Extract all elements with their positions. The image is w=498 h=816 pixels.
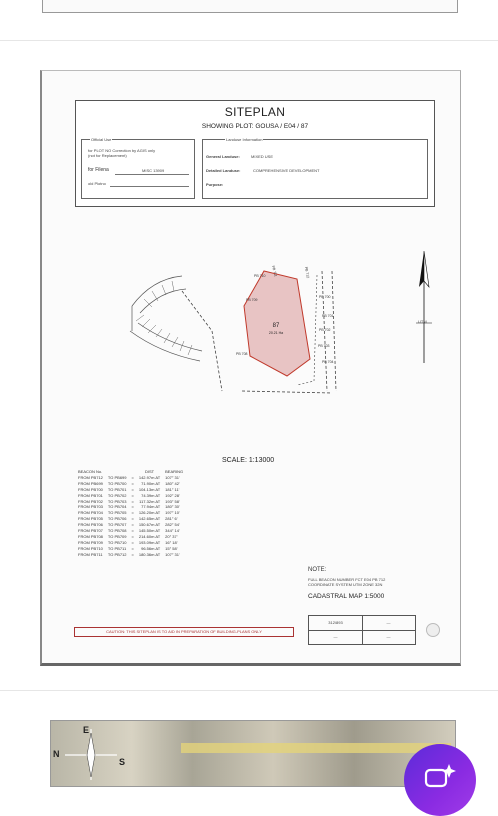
beacon-cell: = (131, 528, 134, 534)
note-line1: FULL BEACON NUMBER FCT E04 PB 712 (308, 577, 386, 582)
beacon-cell: = (131, 522, 134, 528)
official-use-header: Official Use (91, 137, 112, 142)
cadastral-grid (308, 615, 416, 645)
beacon-cell: FROM PB699 (78, 480, 103, 486)
boundary-dashed (332, 271, 336, 391)
grid-divider (309, 630, 415, 631)
beacon-cell: TO PB708 (107, 528, 127, 534)
beacon-cell: = (131, 504, 134, 510)
note-heading: NOTE: (308, 567, 327, 573)
for-filing-line (115, 174, 189, 175)
official-use-line2: (not for Replacement) (88, 153, 127, 158)
beacon-cell: 20° 37' (165, 533, 178, 539)
compass-n-label: N (53, 749, 60, 759)
beacon-cell: = (131, 539, 134, 545)
landuse-info-header: Landuse Information (226, 137, 263, 142)
beacon-cell: TO PB705 (107, 510, 127, 516)
beacon-label: PB 708 (236, 352, 248, 356)
beacon-row (78, 534, 188, 540)
beacon-cell: = (131, 480, 134, 486)
beacon-table (78, 469, 188, 558)
boundary-dashed (242, 391, 332, 393)
beacon-cell: 181° 11' (165, 486, 180, 492)
beacon-row (78, 487, 188, 493)
siteplan-subtitle: SHOWING PLOT: GOUSA / E04 / 87 (201, 123, 309, 130)
beacon-cell: FROM PB701 (78, 492, 103, 498)
beacon-cell: FROM PB707 (78, 528, 103, 534)
road-edge (140, 289, 186, 313)
beacon-cell: FROM PB710 (78, 545, 103, 551)
beacon-cell: = (131, 545, 134, 551)
beacon-cell: 71.90m AT (141, 480, 161, 486)
siteplan-title: SITEPLAN (224, 105, 286, 119)
beacon-label: PB 709 (246, 298, 258, 302)
detailed-landuse-label: Detailed Landuse: (206, 168, 241, 173)
compass-e-label: E (83, 725, 90, 735)
beacon-cell: 214.60m AT (138, 533, 161, 539)
beacon-cell: FROM PB702 (78, 498, 103, 504)
beacon-cell: 180° 30' (165, 504, 180, 510)
north-arrow-head (419, 251, 424, 287)
for-filing-label: for Filena (88, 167, 109, 173)
seal-icon (426, 623, 440, 637)
ai-sparkle-button[interactable] (404, 744, 476, 816)
beacon-cell: TO PB699 (107, 474, 127, 480)
beacon-row (78, 552, 188, 558)
beacon-cell: TO PB704 (107, 504, 127, 510)
beacon-label: PB 710 (254, 274, 266, 278)
cadastral-cell: — (386, 634, 391, 639)
beacon-label: PB 711 (271, 265, 278, 278)
beacon-cell: 117.32m AT (139, 498, 161, 504)
beacon-row (78, 493, 188, 499)
beacon-row (78, 475, 188, 481)
beacon-row (78, 481, 188, 487)
beacon-cell: 142.97m AT (138, 474, 161, 480)
landuse-info-box (202, 139, 428, 199)
note-line2: COORDINATE SYSTEM UTM ZONE 32N (308, 582, 383, 587)
beacon-cell: 126.20m AT (138, 510, 161, 516)
beacon-cell: 107° 31' (165, 474, 180, 480)
cadastral-cell: 312/893 (328, 620, 343, 625)
beacon-cell: TO PB703 (107, 498, 127, 504)
cadastral-title: CADASTRAL MAP 1:5000 (308, 593, 385, 600)
beacon-row (78, 540, 188, 546)
beacon-cell: 15° 58' (165, 545, 178, 551)
site-drawing (122, 261, 352, 401)
beacon-cell: = (131, 486, 134, 492)
old-plot-label: old Plotno (88, 181, 106, 186)
siteplan-page (40, 70, 461, 666)
beacon-cell: TO PB707 (107, 522, 127, 528)
general-landuse-label: General Landuse: (206, 154, 240, 159)
beacon-cell: = (131, 516, 134, 522)
purpose-label: Purpose: (206, 182, 224, 187)
beacon-cell: TO PB710 (107, 539, 127, 545)
cadastral-cell: — (386, 620, 391, 625)
beacon-cell: = (131, 498, 134, 504)
scale-label: SCALE: 1:13000 (222, 457, 275, 464)
road-highlight (181, 743, 451, 753)
next-page-fragment (50, 720, 456, 787)
beacon-label: PB 701 (322, 314, 334, 318)
road-edge (138, 323, 202, 351)
beacon-cell: 344° 14' (165, 528, 180, 534)
beacon-cell: FROM PB708 (78, 533, 103, 539)
beacon-cell: 150.67m AT (138, 522, 161, 528)
beacon-cell: 142.65m AT (138, 516, 161, 522)
compass-rose-icon (61, 727, 121, 782)
beacon-label: PB 702 (319, 328, 331, 332)
beacon-label: PB 704 (322, 360, 334, 364)
beacon-cell: 16° 18' (165, 539, 178, 545)
official-use-line1: for PLOT NO Correction by AGIS only (88, 148, 156, 153)
cadastral-cell: — (333, 634, 338, 639)
beacon-cell: 74.39m AT (141, 492, 161, 498)
north-arrow-head-outline (424, 251, 429, 287)
beacon-cell: TO PB709 (107, 533, 127, 539)
for-filing-value: MISC 13909 (142, 168, 165, 173)
page-separator (0, 40, 498, 41)
beacon-cell: 180.36m AT (138, 551, 161, 557)
beacon-table-body (78, 475, 188, 558)
beacon-cell: 145.50m AT (138, 528, 161, 534)
beacon-cell: 197° 10' (165, 510, 180, 516)
beacon-cell: FROM PB706 (78, 522, 103, 528)
beacon-cell: TO PB706 (107, 516, 127, 522)
beacon-cell: FROM PB704 (78, 510, 103, 516)
caution-box: CAUTION: THIS SITEPLAN IS TO AID IN PREPARATION OF BUILDING-PLANS ONLY (74, 627, 294, 637)
beacon-cell: TO PB701 (107, 486, 127, 492)
beacon-cell: = (131, 510, 134, 516)
beacon-cell: FROM PB705 (78, 516, 103, 522)
beacon-cell: FROM PB711 (78, 551, 103, 557)
boundary-dashed (182, 291, 222, 391)
beacon-cell: TO PB712 (107, 551, 127, 557)
beacon-cell: 104.13m AT (138, 486, 161, 492)
sparkle-icon (422, 762, 458, 792)
beacon-cell: FROM PB709 (78, 539, 103, 545)
beacon-cell: TO PB702 (107, 492, 127, 498)
old-plot-line (110, 186, 189, 187)
title-block (75, 100, 435, 207)
north-arrow (414, 247, 434, 367)
beacon-cell: 282° 54' (165, 522, 180, 528)
beacon-cell: = (131, 533, 134, 539)
beacon-cell: FROM PB700 (78, 486, 103, 492)
compass-s-label: S (119, 757, 126, 767)
general-landuse-value: MIXED USE (251, 154, 274, 159)
page-separator (0, 690, 498, 691)
beacon-label: PB 700 (319, 295, 331, 299)
beacon-cell: TO PB700 (107, 480, 127, 486)
beacon-label: PB 703 (318, 344, 330, 348)
beacon-header-cell: DIST (144, 469, 155, 474)
beacon-cell: 193° 58' (165, 498, 180, 504)
beacon-cell: 193.09m AT (138, 539, 161, 545)
plot-number: 87 (272, 323, 280, 329)
beacon-cell: 96.56m AT (141, 545, 161, 551)
beacon-cell: = (131, 551, 134, 557)
beacon-cell: TO PB711 (107, 545, 127, 551)
beacon-cell: 281° 6' (165, 516, 178, 522)
beacon-cell: 77.94m AT (141, 504, 161, 510)
previous-page-fragment (42, 0, 458, 13)
beacon-row (78, 546, 188, 552)
beacon-cell: 180° 42' (165, 480, 180, 486)
plot-area: 20.21 Ha (268, 331, 284, 335)
beacon-cell: FROM PB712 (78, 474, 103, 480)
beacon-header-cell: BEARING (165, 469, 184, 474)
north-label: UTM (418, 319, 427, 324)
beacon-cell: FROM PB703 (78, 504, 103, 510)
beacon-label: PB 712 (304, 266, 310, 279)
beacon-cell: 192° 28' (165, 492, 180, 498)
beacon-header-cell: BEACON No. (78, 469, 103, 474)
official-use-box (81, 139, 195, 199)
detailed-landuse-value: COMPREHENSIVE DEVELOPMENT (253, 168, 320, 173)
beacon-cell: = (131, 492, 134, 498)
beacon-cell: 107° 31' (165, 551, 180, 557)
beacon-cell: = (131, 474, 134, 480)
road-edge (130, 331, 200, 361)
